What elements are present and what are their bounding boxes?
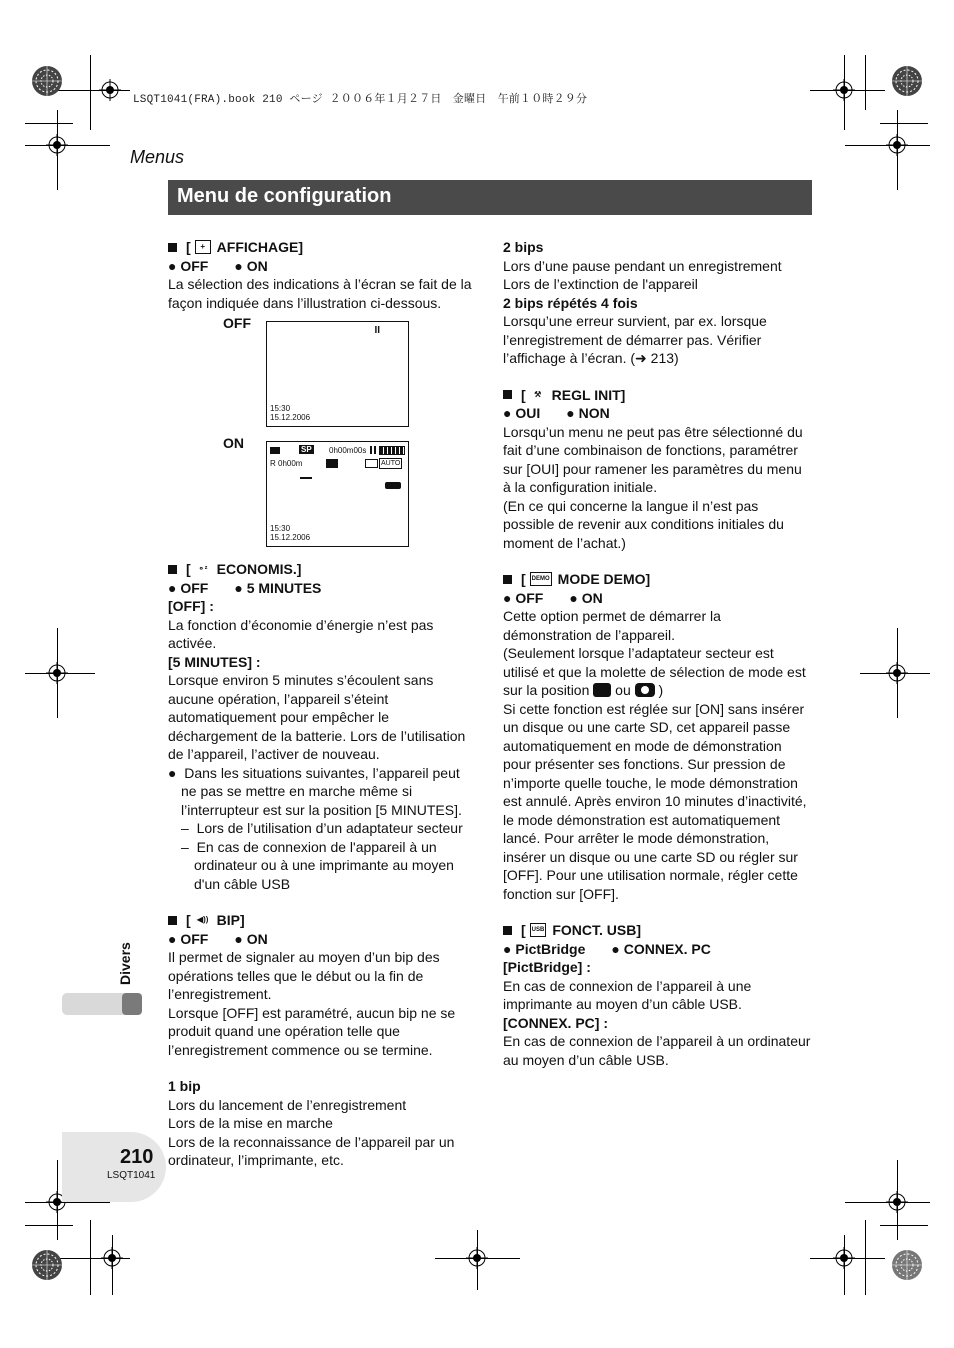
pictbridge-subhead: [PictBridge] : — [503, 959, 591, 975]
scene-icon — [365, 459, 378, 468]
record-counter: 0h00m00s — [329, 446, 367, 455]
repeated-beeps-subhead: 2 bips répétés 4 fois — [503, 294, 638, 311]
affichage-options: ● OFF ● ON — [168, 257, 268, 274]
connex-pc-text: En cas de connexion de l’appareil à un ordinateur au moyen d’un câble USB. — [503, 1033, 811, 1068]
economis-off-subhead: [OFF] : — [168, 598, 214, 614]
regl-init-text-2: (En ce qui concerne la langue il n’est pas possible de revenir aux conditions initiales du moment de l’achat.) — [503, 497, 784, 551]
wrench-icon: ⚒ — [534, 389, 542, 399]
usb-options: ● PictBridge ● CONNEX. PC — [503, 940, 711, 957]
screen-on-label: ON — [223, 435, 244, 451]
economis-off-text: La fonction d’économie d’énergie n’est pas activée. — [168, 616, 434, 651]
mode-demo-text-3: Si cette fonction est réglée sur [ON] sans insérer un disque ou une carte SD, cet appareil passe automatiquement en mode de démonstration pour présenter ses fonctions. Sur pression de n’importe quelle touche, le mode démonstration est annulé. Après environ 10 minutes d’inactivité, le mode démonstration est automatiquement lancé. Pour arrêter le mode démonstration, insérer un disque ou une carte SD ou régler sur [OFF]. Pour une utilisation normale, régler cette fonction sur [OFF]. — [503, 700, 807, 902]
mode-icon — [385, 482, 401, 489]
screen-date: 15.12.2006 — [270, 413, 311, 422]
pause-icon: II — [374, 325, 380, 336]
photo-mode-icon — [635, 683, 655, 697]
usb-heading: [ USB FONCT. USB] — [503, 921, 813, 940]
speaker-icon: ◀)) — [196, 915, 209, 924]
mode-demo-options: ● OFF ● ON — [503, 589, 603, 606]
screen-time: 15:30 — [270, 524, 291, 533]
screen-off — [266, 321, 409, 427]
power-save-icon: ⚬ᶻ — [197, 564, 208, 573]
regl-init-heading: [ ⚒ REGL INIT] — [503, 386, 813, 405]
page-code: LSQT1041 — [107, 1170, 156, 1181]
mode-demo-heading: [ DEMO MODE DEMO] — [503, 570, 813, 589]
display-illustration — [168, 312, 476, 560]
pictbridge-text: En cas de connexion de l’appareil à une imprimante au moyen d’un câble USB. — [503, 977, 752, 1012]
affichage-heading: [ + AFFICHAGE] — [168, 238, 476, 257]
file-info-header: LSQT1041(FRA).book 210 ページ ２００６年１月２７日 金曜日 午前１０時２９分 — [133, 94, 588, 106]
one-beep-line-2: Lors de la mise en marche — [168, 1115, 333, 1131]
regl-init-options: ● OUI ● NON — [503, 405, 610, 421]
economis-5min-text: Lorsque environ 5 minutes s’écoulent sans aucune opération, l’appareil s’éteint automatiquement pour empêcher le déchargement de la batterie. Lors de l’utilisation de l’appareil, l’activer de nouveau. — [168, 672, 466, 762]
bip-heading: [ ◀)) BIP] — [168, 911, 476, 930]
connex-pc-subhead: [CONNEX. PC] : — [503, 1014, 608, 1031]
card-icon — [326, 459, 338, 468]
economis-options: ● OFF ● 5 MINUTES — [168, 579, 322, 596]
demo-icon: DEMO — [530, 572, 552, 586]
one-beep-line-3: Lors de la reconnaissance de l’appareil par un ordinateur, l’imprimante, etc. — [168, 1133, 455, 1168]
bip-text-2: Lorsque [OFF] est paramétré, aucun bip ne se produit quand une opération telle que l’enregistrement commence ou se termine. — [168, 1004, 456, 1058]
movie-mode-icon — [593, 683, 611, 697]
screen-off-label: OFF — [223, 315, 251, 331]
movie-camera-icon — [270, 447, 280, 454]
screen-time: 15:30 — [270, 404, 291, 413]
sp-badge: SP — [301, 445, 312, 454]
affichage-description: La sélection des indications à l’écran se fait de la façon indiquée dans l’illustration ci-dessous. — [168, 276, 472, 311]
screen-date: 15.12.2006 — [270, 533, 311, 542]
page-number: 210 — [120, 1146, 154, 1168]
regl-init-text-1: Lorsqu’un menu ne peut pas être sélectionné du fait d’une combinaison de fonctions, paramétrer sur [OUI] pour ramener les paramètres du menu à la configuration initiale. — [503, 423, 803, 495]
economis-dash-1: – Lors de l’utilisation d’un adaptateur secteur — [181, 820, 463, 836]
left-column — [168, 238, 476, 1170]
one-beep-line-1: Lors du lancement de l’enregistrement — [168, 1096, 407, 1113]
two-beeps-subhead: 2 bips — [503, 239, 544, 255]
auto-badge: AUTO — [381, 460, 401, 467]
mode-demo-text-2: (Seulement lorsque l’adaptateur secteur est utilisé et que la molette de sélection de mode est sur la position ou ) — [503, 645, 806, 698]
section-label: Menus — [130, 147, 185, 167]
pause-icon — [370, 446, 376, 454]
economis-note: ● Dans les situations suivantes, l’appareil peut ne pas se mettre en marche même si l’interrupteur est sur la position [5 MINUTES]. — [168, 764, 462, 818]
mode-demo-text-1: Cette option permet de démarrer la démonstration de l’appareil. — [503, 608, 721, 643]
one-beep-subhead: 1 bip — [168, 1078, 201, 1094]
screen-on — [266, 441, 409, 547]
economis-heading: [ ⚬ᶻ ECONOMIS.] — [168, 560, 476, 579]
two-beeps-line-2: Lors de l’extinction de l'appareil — [503, 276, 698, 292]
usb-icon: USB — [530, 923, 547, 937]
remaining-time: R 0h00m — [270, 459, 303, 468]
economis-5min-subhead: [5 MINUTES] : — [168, 653, 261, 670]
wind-cut-icon — [300, 470, 312, 479]
bip-options: ● OFF ● ON — [168, 930, 268, 947]
economis-dash-2: – En cas de connexion de l'appareil à un ordinateur ou à une imprimante au moyen d'un câble USB — [181, 838, 454, 892]
two-beeps-line-1: Lors d’une pause pendant un enregistrement — [503, 257, 782, 274]
battery-icon — [379, 446, 405, 455]
title-bar — [168, 180, 812, 215]
right-column — [503, 238, 813, 1069]
side-tab-label: Divers — [117, 942, 133, 985]
bip-text-1: Il permet de signaler au moyen d’un bip des opérations telles que le début ou la fin de l’enregistrement. — [168, 949, 440, 1002]
display-icon: + — [195, 240, 211, 254]
side-tab — [62, 993, 142, 1015]
repeated-beeps-text: Lorsqu’une erreur survient, par ex. lorsque l’enregistrement de démarrer pas. Vérifier l’affichage à l’écran. (➜ 213) — [503, 313, 767, 366]
page-title: Menu de configuration — [177, 185, 392, 207]
